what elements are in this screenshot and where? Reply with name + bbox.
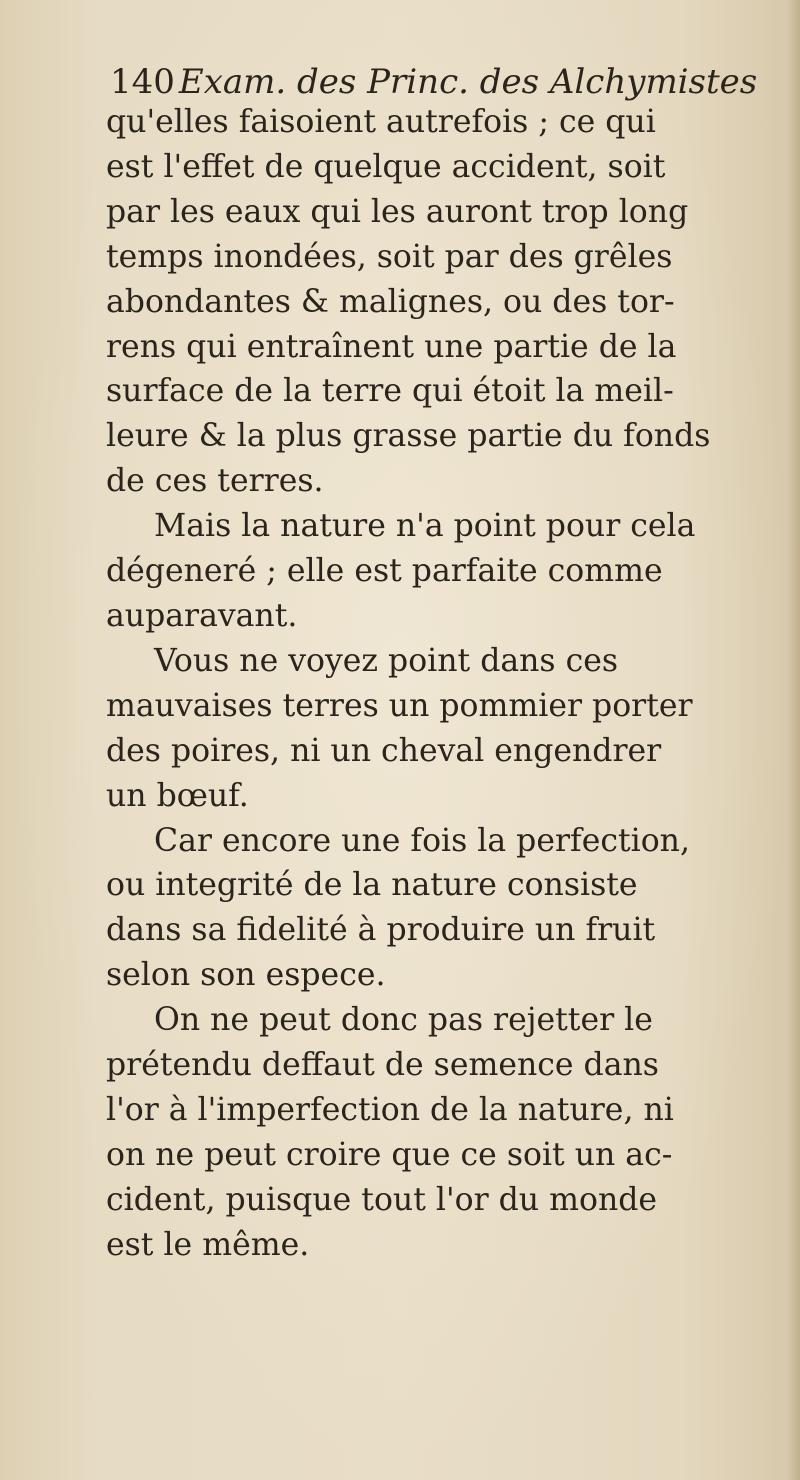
text-line: cident, puisque tout l'or du monde (106, 1181, 658, 1218)
paragraph-start-line: Vous ne voyez point dans ces (154, 642, 619, 679)
running-title: Exam. des Princ. des Alchymistes (178, 62, 758, 102)
text-line: qu'elles faisoient autrefois ; ce qui (106, 104, 656, 140)
text-line: dans sa fidelité à produire un fruit (106, 912, 656, 949)
body-text (106, 100, 766, 1268)
running-head (110, 62, 757, 102)
page-number: 140 (110, 62, 175, 102)
text-line: temps inondées, soit par des grêles (106, 238, 673, 275)
paragraph-start-line: Car encore une fois la perfection, (154, 822, 690, 859)
text-line: est l'effet de quelque accident, soit (106, 148, 666, 185)
text-line: leure & la plus grasse partie du fonds (106, 418, 711, 455)
text-line: abondantes & malignes, ou des tor- (106, 283, 675, 320)
text-line: dégeneré ; elle est parfaite comme (106, 553, 663, 590)
text-line: on ne peut croire que ce soit un ac- (106, 1136, 673, 1173)
text-line: rens qui entraînent une partie de la (106, 328, 677, 365)
text-line: un bœuf. (106, 777, 249, 814)
text-line: surface de la terre qui étoit la meil- (106, 373, 674, 410)
text-line: est le même. (106, 1226, 310, 1263)
text-line: par les eaux qui les auront trop long (106, 193, 689, 230)
text-line: ou integrité de la nature consiste (106, 867, 638, 904)
text-line: prétendu deffaut de semence dans (106, 1047, 659, 1084)
text-line: auparavant. (106, 597, 298, 634)
text-line: selon son espece. (106, 957, 386, 994)
text-line: de ces terres. (106, 463, 324, 500)
text-line: l'or à l'imperfection de la nature, ni (106, 1091, 674, 1128)
text-line: mauvaises terres un pommier porter (106, 687, 693, 724)
paragraph-start-line: On ne peut donc pas rejetter le (154, 1002, 653, 1039)
text-line: des poires, ni un cheval engendrer (106, 732, 662, 769)
paragraph-start-line: Mais la nature n'a point pour cela (154, 508, 696, 545)
